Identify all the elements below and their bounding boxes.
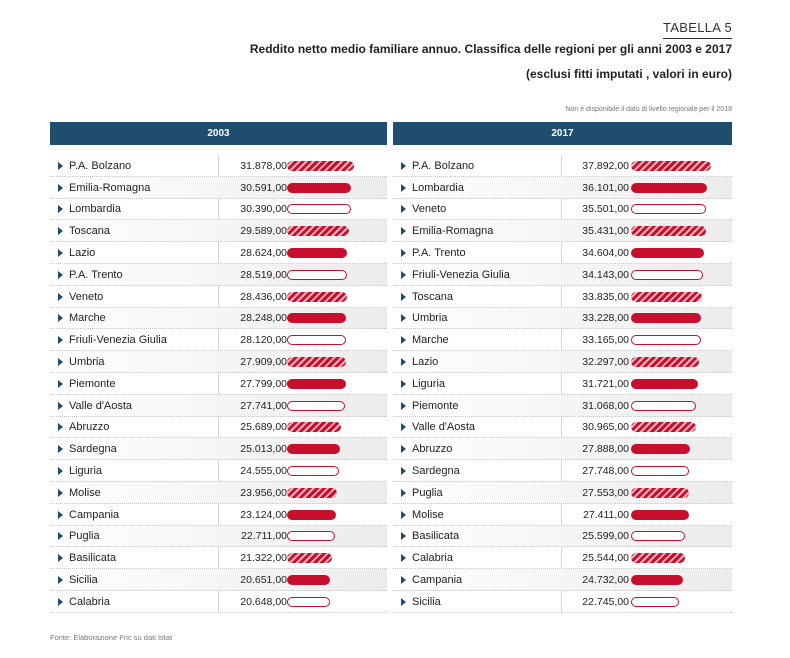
income-bar: [631, 248, 704, 258]
income-bar: [287, 379, 346, 389]
income-value: 30.591,00: [240, 181, 287, 194]
bullet-triangle-icon: [58, 380, 63, 388]
income-bar: [631, 357, 699, 367]
region-name: Puglia: [412, 486, 443, 499]
income-value: 34.604,00: [582, 247, 629, 260]
region-name: Toscana: [412, 290, 453, 303]
table-row: [50, 569, 387, 591]
income-value: 27.553,00: [582, 486, 629, 499]
bullet-triangle-icon: [58, 576, 63, 584]
bullet-triangle-icon: [401, 184, 406, 192]
bullet-triangle-icon: [401, 423, 406, 431]
region-name: Emilia-Romagna: [412, 225, 494, 238]
bullet-triangle-icon: [58, 249, 63, 257]
bullet-triangle-icon: [401, 227, 406, 235]
bullet-triangle-icon: [401, 445, 406, 453]
table-row: [50, 417, 387, 439]
income-value: 31.068,00: [582, 399, 629, 412]
income-value: 22.745,00: [582, 595, 629, 608]
bullet-triangle-icon: [58, 358, 63, 366]
region-name: Liguria: [69, 465, 103, 478]
rows-2003: [50, 155, 387, 613]
bullet-triangle-icon: [401, 162, 406, 170]
income-value: 30.390,00: [240, 203, 287, 216]
income-value: 28.248,00: [240, 312, 287, 325]
region-name: Sicilia: [69, 574, 98, 587]
table-row: [50, 504, 387, 526]
region-name: Sicilia: [412, 595, 441, 608]
income-bar: [287, 161, 354, 171]
table-row: [50, 155, 387, 177]
table-row: [50, 373, 387, 395]
region-name: Piemonte: [412, 399, 459, 412]
table-row: [393, 547, 732, 569]
table-row: [50, 591, 387, 613]
region-name: Molise: [69, 486, 101, 499]
income-value: 23.124,00: [240, 508, 287, 521]
income-value: 29.589,00: [240, 225, 287, 238]
income-value: 35.501,00: [582, 203, 629, 216]
income-value: 20.648,00: [240, 595, 287, 608]
bullet-triangle-icon: [401, 554, 406, 562]
availability-note: Non è disponibile il dato di livello regionale per il 2018: [565, 106, 732, 113]
table-row: [393, 460, 732, 482]
income-value: 28.624,00: [240, 247, 287, 260]
bullet-triangle-icon: [58, 336, 63, 344]
income-bar: [287, 204, 351, 214]
year-header-2017: 2017: [393, 122, 732, 145]
bullet-triangle-icon: [401, 249, 406, 257]
region-name: Lombardia: [412, 181, 464, 194]
income-bar: [631, 510, 689, 520]
income-value: 28.519,00: [240, 268, 287, 281]
income-bar: [287, 270, 347, 280]
income-bar: [631, 379, 698, 389]
table-row: [50, 199, 387, 221]
table-number: TABELLA 5: [663, 20, 732, 39]
income-value: 21.322,00: [240, 552, 287, 565]
income-bar: [287, 422, 341, 432]
bullet-triangle-icon: [58, 532, 63, 540]
region-name: P.A. Bolzano: [412, 159, 475, 172]
income-bar: [631, 183, 707, 193]
table-row: [50, 286, 387, 308]
income-value: 27.748,00: [582, 465, 629, 478]
income-value: 37.892,00: [582, 159, 629, 172]
bullet-triangle-icon: [401, 511, 406, 519]
table-row: [50, 526, 387, 548]
bullet-triangle-icon: [401, 467, 406, 475]
region-name: Friuli-Venezia Giulia: [69, 334, 167, 347]
bullet-triangle-icon: [58, 598, 63, 606]
table-row: [50, 177, 387, 199]
region-name: Toscana: [69, 225, 110, 238]
income-bar: [287, 313, 346, 323]
table-row: [393, 155, 732, 177]
region-name: Puglia: [69, 530, 100, 543]
bullet-triangle-icon: [58, 314, 63, 322]
table-row: [50, 438, 387, 460]
bullet-triangle-icon: [58, 554, 63, 562]
region-name: Marche: [412, 334, 449, 347]
income-value: 30.965,00: [582, 421, 629, 434]
income-bar: [287, 357, 346, 367]
income-value: 35.431,00: [582, 225, 629, 238]
table-row: [50, 242, 387, 264]
region-name: Marche: [69, 312, 106, 325]
region-name: Veneto: [69, 290, 104, 303]
income-value: 28.436,00: [240, 290, 287, 303]
income-value: 20.651,00: [240, 574, 287, 587]
table-row: [393, 569, 732, 591]
bullet-triangle-icon: [401, 402, 406, 410]
bullet-triangle-icon: [58, 271, 63, 279]
bullet-triangle-icon: [401, 598, 406, 606]
income-value: 33.228,00: [582, 312, 629, 325]
income-value: 27.741,00: [240, 399, 287, 412]
bullet-triangle-icon: [58, 227, 63, 235]
bullet-triangle-icon: [58, 511, 63, 519]
table-row: [50, 460, 387, 482]
income-value: 27.888,00: [582, 443, 629, 456]
table-row: [50, 220, 387, 242]
region-name: Sardegna: [412, 465, 460, 478]
income-bar: [631, 422, 696, 432]
income-bar: [631, 488, 689, 498]
table-row: [50, 395, 387, 417]
table-row: [393, 286, 732, 308]
table-row: [393, 526, 732, 548]
income-value: 22.711,00: [241, 530, 287, 543]
table-row: [393, 351, 732, 373]
table-row: [393, 264, 732, 286]
table-subtitle: (esclusi fitti imputati , valori in euro): [525, 67, 732, 81]
bullet-triangle-icon: [58, 293, 63, 301]
table-row: [393, 438, 732, 460]
year-header-2003: 2003: [50, 122, 387, 145]
region-name: Calabria: [412, 552, 453, 565]
region-name: P.A. Bolzano: [69, 159, 132, 172]
region-name: Lazio: [412, 356, 439, 369]
income-value: 27.799,00: [240, 377, 287, 390]
income-value: 24.555,00: [240, 465, 287, 478]
region-name: Piemonte: [69, 377, 116, 390]
income-value: 28.120,00: [240, 334, 287, 347]
region-name: Veneto: [412, 203, 447, 216]
income-bar: [287, 553, 332, 563]
bullet-triangle-icon: [58, 467, 63, 475]
income-value: 23.956,00: [240, 486, 287, 499]
income-bar: [287, 226, 349, 236]
bullet-triangle-icon: [58, 184, 63, 192]
region-name: Umbria: [69, 356, 105, 369]
income-bar: [631, 466, 689, 476]
income-value: 31.721,00: [582, 377, 629, 390]
table-row: [50, 329, 387, 351]
income-bar: [287, 401, 345, 411]
income-bar: [631, 401, 696, 411]
income-value: 25.599,00: [582, 530, 629, 543]
region-name: Lombardia: [69, 203, 121, 216]
income-value: 33.835,00: [582, 290, 629, 303]
income-bar: [287, 292, 347, 302]
region-name: Friuli-Venezia Giulia: [412, 268, 510, 281]
income-bar: [287, 575, 330, 585]
income-bar: [631, 226, 706, 236]
region-name: Abruzzo: [412, 443, 453, 456]
income-bar: [287, 335, 346, 345]
table-row: [393, 591, 732, 613]
income-bar: [631, 161, 711, 171]
table-row: [393, 395, 732, 417]
table-row: [393, 373, 732, 395]
table-title: Reddito netto medio familiare annuo. Classifica delle regioni per gli anni 2003 e 2017: [249, 42, 732, 56]
income-bar: [287, 466, 339, 476]
region-name: Basilicata: [412, 530, 460, 543]
region-name: Liguria: [412, 377, 446, 390]
bullet-triangle-icon: [401, 576, 406, 584]
table-row: [393, 329, 732, 351]
bullet-triangle-icon: [401, 271, 406, 279]
income-bar: [287, 510, 336, 520]
income-bar: [631, 292, 702, 302]
bullet-triangle-icon: [401, 336, 406, 344]
region-name: Abruzzo: [69, 421, 110, 434]
income-bar: [631, 531, 685, 541]
table-row: [50, 264, 387, 286]
income-value: 27.909,00: [240, 356, 287, 369]
income-bar: [287, 183, 351, 193]
income-bar: [287, 488, 337, 498]
region-name: Basilicata: [69, 552, 117, 565]
income-value: 25.013,00: [240, 443, 287, 456]
bullet-triangle-icon: [401, 532, 406, 540]
bullet-triangle-icon: [401, 205, 406, 213]
bullet-triangle-icon: [58, 489, 63, 497]
table-row: [50, 351, 387, 373]
table-row: [393, 417, 732, 439]
income-bar: [631, 313, 701, 323]
income-value: 27.411,00: [583, 508, 629, 521]
panel-2017: [393, 122, 732, 613]
income-value: 25.689,00: [240, 421, 287, 434]
table-row: [393, 242, 732, 264]
income-value: 25.544,00: [582, 552, 629, 565]
income-bar: [287, 597, 330, 607]
income-value: 34.143,00: [582, 268, 629, 281]
bullet-triangle-icon: [58, 205, 63, 213]
bullet-triangle-icon: [58, 445, 63, 453]
region-name: Sardegna: [69, 443, 117, 456]
bullet-triangle-icon: [58, 423, 63, 431]
region-name: Valle d'Aosta: [412, 421, 476, 434]
region-name: P.A. Trento: [412, 247, 466, 260]
income-value: 33.165,00: [582, 334, 629, 347]
table-row: [393, 220, 732, 242]
region-name: Campania: [69, 508, 120, 521]
bullet-triangle-icon: [401, 293, 406, 301]
region-name: Valle d'Aosta: [69, 399, 133, 412]
table-row: [393, 177, 732, 199]
table-row: [393, 482, 732, 504]
region-name: Lazio: [69, 247, 96, 260]
income-bar: [287, 248, 347, 258]
income-bar: [631, 444, 690, 454]
table-row: [50, 482, 387, 504]
bullet-triangle-icon: [401, 314, 406, 322]
income-bar: [631, 270, 703, 280]
income-bar: [631, 335, 701, 345]
bullet-triangle-icon: [401, 380, 406, 388]
region-name: Emilia-Romagna: [69, 181, 151, 194]
table-row: [50, 308, 387, 330]
income-bar: [631, 575, 683, 585]
region-name: Molise: [412, 508, 444, 521]
income-bar: [631, 204, 706, 214]
table-row: [393, 199, 732, 221]
bullet-triangle-icon: [401, 358, 406, 366]
income-value: 32.297,00: [582, 356, 629, 369]
income-bar: [631, 597, 679, 607]
bullet-triangle-icon: [401, 489, 406, 497]
income-bar: [287, 444, 340, 454]
income-value: 24.732,00: [582, 574, 629, 587]
income-value: 36.101,00: [582, 181, 629, 194]
income-bar: [631, 553, 685, 563]
table-row: [393, 504, 732, 526]
bullet-triangle-icon: [58, 162, 63, 170]
region-name: Campania: [412, 574, 463, 587]
rows-2017: [393, 155, 732, 613]
region-name: Calabria: [69, 595, 110, 608]
region-name: Umbria: [412, 312, 448, 325]
income-value: 31.878,00: [240, 159, 287, 172]
income-bar: [287, 531, 335, 541]
table-row: [50, 547, 387, 569]
region-name: P.A. Trento: [69, 268, 123, 281]
source-note: Fonte: Elaborazione Fnc su dati Istat: [50, 633, 173, 642]
bullet-triangle-icon: [58, 402, 63, 410]
panel-2003: [50, 122, 387, 613]
table-row: [393, 308, 732, 330]
